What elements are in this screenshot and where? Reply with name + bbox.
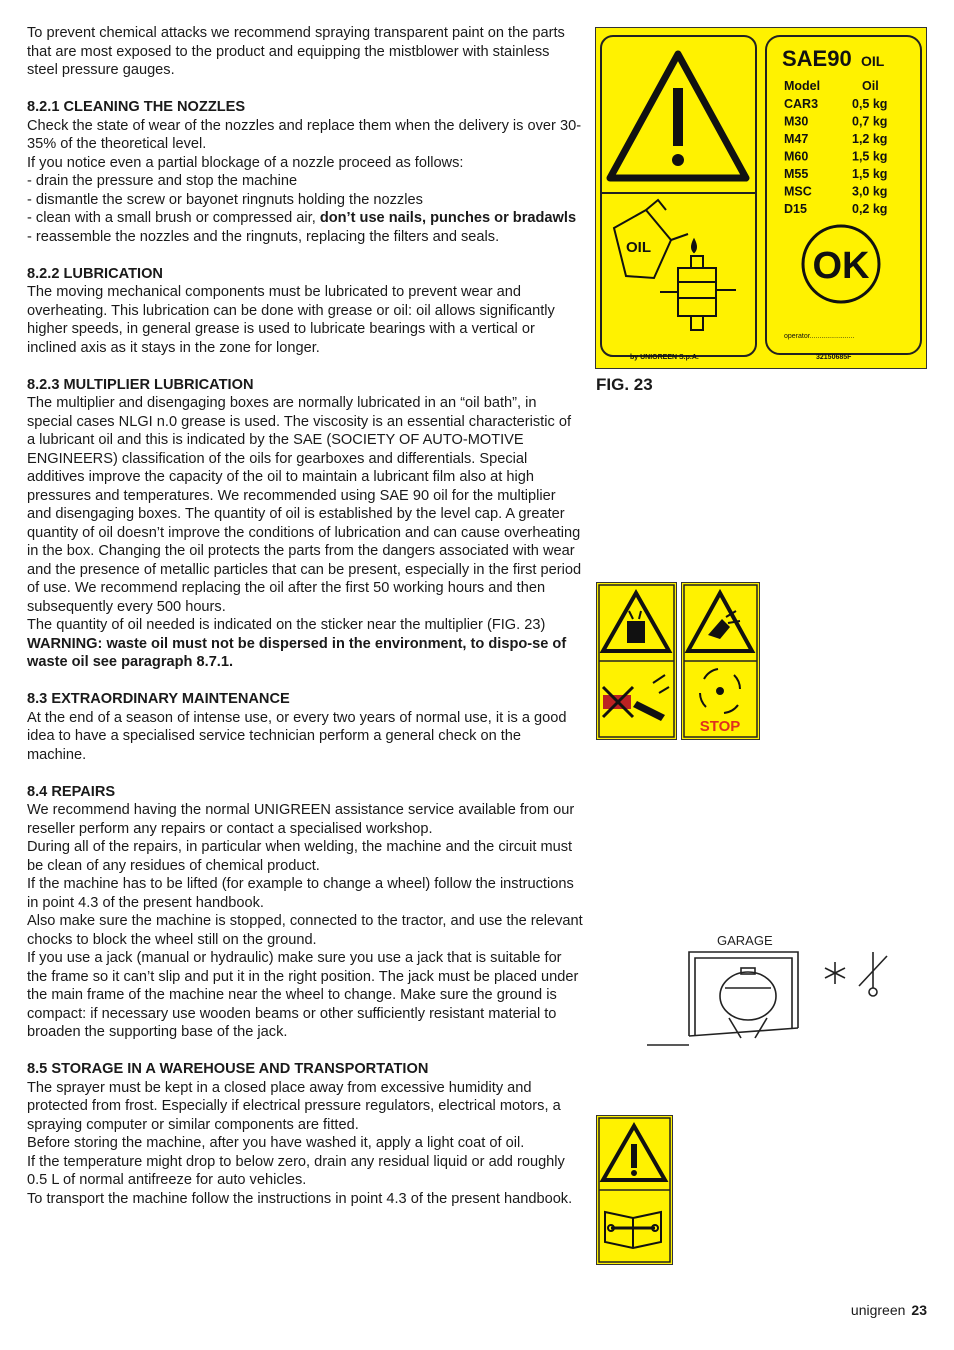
gearbox-icon	[660, 256, 736, 330]
svg-text:OK: OK	[812, 245, 870, 287]
page-number: 23	[911, 1302, 927, 1318]
ok-badge	[803, 226, 879, 302]
table-cell-model: M55	[784, 167, 809, 181]
sticker-artwork	[596, 28, 926, 368]
paragraph: The quantity of oil needed is indicated on the sticker near the multiplier (FIG. 23)	[27, 617, 546, 633]
paragraph: If you notice even a partial blockage of a nozzle proceed as follows:	[27, 154, 464, 171]
intro-paragraph: To prevent chemical attacks we recommend spraying transparent paint on the parts that are most exposed to the product and equipping the mistblower with stainless steel pressure gauges.	[27, 25, 565, 78]
figure-caption: FIG. 23	[596, 375, 653, 394]
table-cell-model: CAR3	[784, 97, 819, 111]
table-cell-model: M60	[784, 149, 809, 164]
sticker-title-small: OIL	[861, 53, 885, 69]
paragraph: At the end of a season of intense use, or every two years of normal use, it is a good idea to have a specialised service technician perform a general check on the machine.	[27, 709, 567, 763]
paragraph: If you use a jack (manual or hydraulic) make sure you use a jack that is suitable for the frame so it can’t slip and put it in the right position. The jack must be placed under the main frame of the machine near the wheel to change. Make sure the ground is compact: if necessary use wooden beams or other sufficiently resistant material to broaden the supporting base of the jack.	[27, 950, 579, 1040]
table-cell-oil: 0,7 kg	[852, 114, 888, 129]
heading-8-3: 8.3 EXTRAORDINARY MAINTENANCE	[27, 691, 290, 707]
oil-can-icon	[614, 200, 696, 278]
operator-line: operator.......................	[784, 333, 855, 340]
table-cell-oil: 0,2 kg	[852, 202, 888, 216]
footer-brand: unigreen	[850, 1302, 906, 1318]
stop-label: STOP	[699, 718, 741, 735]
paragraph: Also make sure the machine is stopped, connected to the tractor, and use the relevant chocks to block the wheel still on the ground.	[27, 913, 583, 948]
table-cell-model: M30	[784, 114, 809, 129]
list-item: - dismantle the screw or bayonet ringnuts holding the nozzles	[27, 191, 423, 208]
entanglement-warning-icon	[688, 593, 752, 651]
rotating-parts-icon	[700, 669, 740, 713]
paragraph: The moving mechanical components must be lubricated to prevent wear and overheating. This lubrication can be done with grease or oil: oil allows significantly higher speeds, in general grease is used to lubricate bearings with a vertical or inclined axis as it stays in the zone for longer.	[27, 284, 555, 356]
list-item: - clean with a small brush or compressed air, don’t use nails, punches or bradawls	[27, 210, 577, 226]
list-item: - drain the pressure and stop the machine	[27, 173, 298, 189]
heading-8-5: 8.5 STORAGE IN A WAREHOUSE AND TRANSPORTATION	[27, 1061, 429, 1077]
garage-storage-illustration	[645, 928, 890, 1050]
heading-8-2-3: 8.2.3 MULTIPLIER LUBRICATION	[27, 376, 254, 393]
heading-8-2-2: 8.2.2 LUBRICATION	[27, 265, 163, 282]
maker-label: by UNIGREEN S.p.A.	[630, 354, 699, 361]
paragraph: If the temperature might drop to below zero, drain any residual liquid or add roughly 0.5 L of normal antifreeze for auto vehicles.	[27, 1153, 565, 1188]
paragraph: During all of the repairs, in particular when welding, the machine and the circuit must be clean of any residues of chemical product.	[27, 839, 573, 874]
list-item: - reassemble the nozzles and the ringnuts, replacing the filters and seals.	[27, 228, 500, 245]
paragraph: The sprayer must be kept in a closed place away from excessive humidity and protected from frost. Especially if electrical pressure regulators, electrical motors, a spraying computer or similar components are fitted.	[27, 1079, 561, 1133]
table-cell-oil: 3,0 kg	[852, 184, 888, 199]
column-header-oil: Oil	[862, 79, 879, 93]
table-cell-oil: 0,5 kg	[852, 97, 888, 111]
safety-sticker-stop	[681, 582, 760, 740]
column-header-model: Model	[784, 79, 821, 93]
paragraph: To transport the machine follow the instructions in point 4.3 of the present handbook.	[27, 1190, 573, 1207]
table-cell-model: M47	[784, 132, 809, 146]
table-cell-model: MSC	[784, 184, 812, 199]
hand-crush-warning-icon	[603, 593, 669, 651]
thermometer-icon	[859, 952, 887, 996]
read-manual-sticker	[596, 1115, 673, 1265]
paragraph: Before storing the machine, after you have washed it, apply a light coat of oil.	[27, 1135, 525, 1151]
main-text-column	[27, 24, 583, 1208]
sticker-title: SAE90	[782, 46, 852, 71]
table-cell-oil: 1,5 kg	[852, 149, 888, 164]
paragraph: The multiplier and disengaging boxes are normally lubricated in an “oil bath”, in special cases NLGI n.0 grease is used. The viscosity is an essential characteristic of a lubricant oil and this is indicated by the SAE (SOCIETY OF AUTO-MOTIVE ENGINEERS) classification of the oils for gearboxes and differentials. Special additives improve the capacity of the oil to maintain a lubricant film also at high pressures and temperatures. We recommended using SAE 90 oil for the multiplier and disengaging boxes. The quantity of oil is established by the level cap. A greater quantity of oil doesn’t improve the conditions of lubrication and can cause overheating in the box. Changing the oil protects the parts from the dangers associated with wear and the presence of metallic particles that can be present, especially in the first period of use. We recommend replacing the oil after the first 50 working hours and then subsequently every 500 hours.	[27, 395, 582, 615]
paragraph: If the machine has to be lifted (for example to change a wheel) follow the instructions in point 4.3 of the present handbook.	[27, 876, 574, 911]
garage-label: GARAGE	[717, 933, 773, 948]
heading-8-2-1: 8.2.1 CLEANING THE NOZZLES	[27, 99, 246, 115]
paragraph: We recommend having the normal UNIGREEN assistance service available from our reseller perform any repairs or contact a specialised workshop.	[27, 802, 575, 837]
warning-paragraph: WARNING: waste oil must not be dispersed in the environment, to dispo-se of waste oil see paragraph 8.7.1.	[27, 635, 567, 670]
safety-sticker-crush	[596, 582, 677, 740]
oil-quantity-table	[784, 79, 887, 216]
warning-triangle-icon	[603, 1126, 665, 1180]
sticker-code: 32150685F	[816, 354, 852, 361]
table-cell-model: D15	[784, 202, 807, 216]
manual-book-icon	[605, 1212, 661, 1248]
sprayer-tank-icon	[720, 968, 776, 1038]
heading-8-4: 8.4 REPAIRS	[27, 783, 116, 800]
svg-text:OIL: OIL	[626, 239, 651, 256]
no-hands-icon	[603, 675, 669, 721]
page-footer	[851, 1302, 927, 1318]
snowflake-icon	[825, 962, 845, 984]
sae90-oil-sticker	[595, 27, 927, 369]
table-cell-oil: 1,5 kg	[852, 167, 888, 181]
paragraph: Check the state of wear of the nozzles and replace them when the delivery is over 30-35% of the theoretical level.	[27, 117, 582, 152]
warning-triangle-icon	[610, 54, 746, 178]
table-cell-oil: 1,2 kg	[852, 132, 888, 146]
